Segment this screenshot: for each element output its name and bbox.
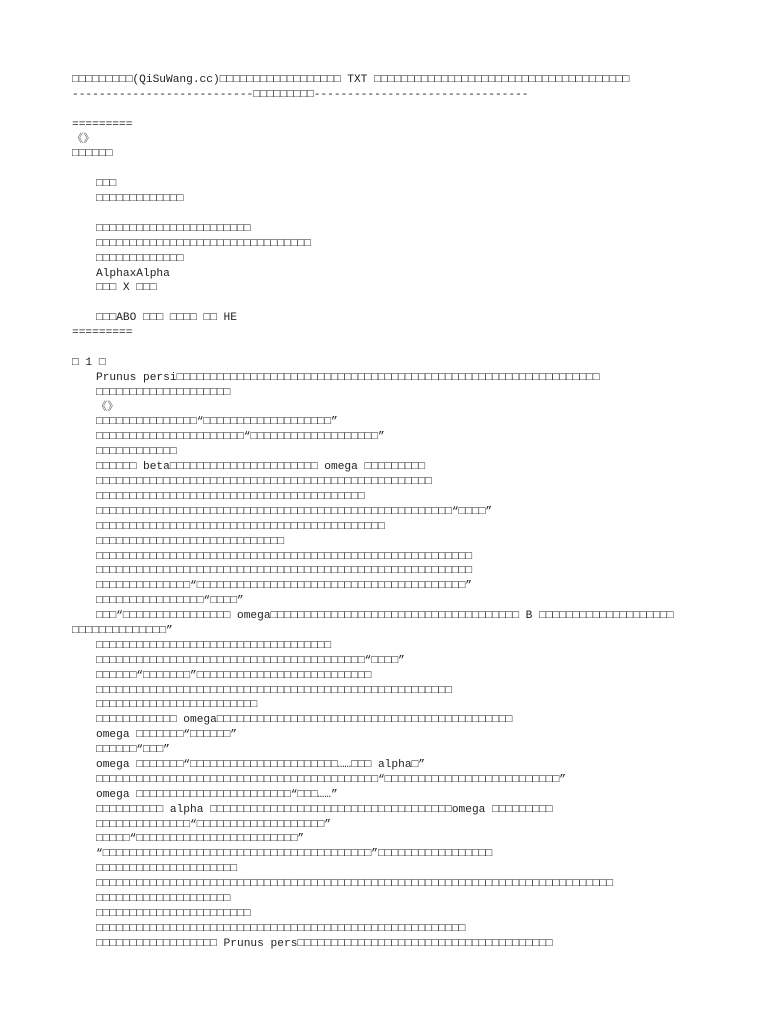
- paragraph-line: □□□□□□□□□□□□□□□□□□□□□□□□□□□□□□□□□□□□□□□□□□□□□□□□□□□□□□□: [96, 922, 466, 935]
- paragraph-line: □□□□□□□□□□□□□□□□□□□□□□□□□□□□□□□□□□□□□□□□□□□□□□□□□□□□□□□□□□□□□□□□□□□□□□□□□□□□□: [96, 878, 613, 891]
- book-title-mark: 《》: [72, 133, 95, 146]
- paragraph-line: □□□□□□□□□□□□□□□□□□□□: [96, 892, 231, 905]
- paragraph-line: □□□□□□□□□□□□□□□□□□□□□□□□: [96, 699, 258, 712]
- paragraph-line: □□□□□□□□□□□□ omega□□□□□□□□□□□□□□□□□□□□□□□□□□□□□□□□□□□□□□□□□□□□: [96, 714, 513, 727]
- paragraph-line: □□□□□□□□□□□□□□□□□□□□□□□□□□□□: [96, 535, 284, 548]
- keywords-line: □□□ABO □□□ □□□□ □□ HE: [96, 312, 237, 325]
- author-line: □□□□□□: [72, 148, 113, 161]
- paragraph-line: “□□□□□□□□□□□□□□□□□□□□□□□□□□□□□□□□□□□□□□□□”□□□□□□□□□□□□□□□□□: [96, 848, 493, 861]
- paragraph-line: □□□□□□“□□□□□□□”□□□□□□□□□□□□□□□□□□□□□□□□□□: [96, 669, 372, 682]
- paragraph-line: □□□“□□□□□□□□□□□□□□□□ omega□□□□□□□□□□□□□□□□□□□□□□□□□□□□□□□□□□□□□ B □□□□□□□□□□□□□□□□□□□□: [96, 610, 674, 623]
- summary-line: AlphaxAlpha: [96, 267, 170, 280]
- tags-value: □□□□□□□□□□□□□: [96, 193, 184, 206]
- paragraph-line: □□□□□□□□□□□□□□□□□□□□□□□□□□□□□□□□□□□□□□□□“□□□□”: [96, 654, 405, 667]
- paragraph-line: omega □□□□□□□“□□□□□□□□□□□□□□□□□□□□□□……□□□ alpha□”: [96, 758, 425, 771]
- paragraph-line: □□□□□□□□□□□□□□”: [72, 624, 173, 637]
- paragraph-line: □□□□□□□□□□□□□□□□□□□□□: [96, 863, 237, 876]
- summary-line: □□□ X □□□: [96, 282, 157, 295]
- summary-line: □□□□□□□□□□□□□□□□□□□□□□□: [96, 222, 251, 235]
- blank-line: [72, 296, 762, 311]
- paragraph-line: Prunus persi□□□□□□□□□□□□□□□□□□□□□□□□□□□□□□□□□□□□□□□□□□□□□□□□□□□□□□□□□□□□□□□: [96, 371, 600, 384]
- blank-line: [72, 341, 762, 356]
- paragraph-line: □□□□□□□□□□□□□□□□□□□□□□□□□□□□□□□□□□□□□□□□□□□□□□□□□□: [96, 476, 432, 489]
- document-body: [72, 73, 762, 952]
- paragraph-line: □□□□□□□□□□□□□□□□“□□□□”: [96, 595, 244, 608]
- chapter-text: [72, 371, 762, 952]
- paragraph-line: 《》: [96, 401, 119, 414]
- summary-line: □□□□□□□□□□□□□: [96, 252, 184, 265]
- paragraph-line: omega □□□□□□□“□□□□□□”: [96, 729, 237, 742]
- paragraph-line: □□□□□□□□□□□□□□□“□□□□□□□□□□□□□□□□□□□”: [96, 416, 338, 429]
- paragraph-line: □□□□□□□□□□□□□□□□□□ Prunus pers□□□□□□□□□□□□□□□□□□□□□□□□□□□□□□□□□□□□□□: [96, 937, 553, 950]
- paragraph-line: □□□□□□□□□□□□□□□□□□□□□□□□□□□□□□□□□□□□□□□□□□□□□□□□□□□□□□□□: [96, 550, 472, 563]
- summary-line: □□□□□□□□□□□□□□□□□□□□□□□□□□□□□□□□: [96, 237, 311, 250]
- header-line: □□□□□□□□□(QiSuWang.cc)□□□□□□□□□□□□□□□□□□ TXT □□□□□□□□□□□□□□□□□□□□□□□□□□□□□□□□□□□□□□: [72, 74, 630, 86]
- paragraph-line: □□□□□□□□□□□□□□□□□□□□□□“□□□□□□□□□□□□□□□□□□□”: [96, 431, 385, 444]
- paragraph-line: □□□□□□□□□□□□□□“□□□□□□□□□□□□□□□□□□□□□□□□□□□□□□□□□□□□□□□□”: [96, 580, 472, 593]
- paragraph-line: □□□□□□□□□□□□□□□□□□□□□□□□□□□□□□□□□□□: [96, 639, 331, 652]
- blank-line: [72, 207, 762, 222]
- paragraph-line: □□□□□□□□□□□□: [96, 446, 177, 459]
- paragraph-line: □□□□□□□□□□□□□□□□□□□□□□□□□□□□□□□□□□□□□□□□□□□□□□□□□□□□□□□□: [96, 565, 472, 578]
- paragraph-line: □□□□□□“□□□”: [96, 744, 170, 757]
- tags-label: □□□: [96, 178, 117, 191]
- header-divider: ---------------------------□□□□□□□□□--------------------------------: [72, 88, 529, 101]
- paragraph-line: □□□□□□□□□□□□□□“□□□□□□□□□□□□□□□□□□□”: [96, 818, 331, 831]
- intro-separator-close: =========: [72, 327, 133, 340]
- paragraph-line: □□□□□□□□□□□□□□□□□□□□□□□□□□□□□□□□□□□□□□□□□□□: [96, 520, 385, 533]
- intro-separator-open: =========: [72, 118, 133, 131]
- paragraph-line: □□□□□□ beta□□□□□□□□□□□□□□□□□□□□□□ omega □□□□□□□□□: [96, 461, 425, 474]
- paragraph-line: □□□□□□□□□□□□□□□□□□□□□□□□□□□□□□□□□□□□□□□□□□□□□□□□□□□□□: [96, 684, 452, 697]
- blank-line: [72, 162, 762, 177]
- paragraph-line: omega □□□□□□□□□□□□□□□□□□□□□□□“□□□……”: [96, 788, 338, 801]
- paragraph-line: □□□□□□□□□□□□□□□□□□□□: [96, 386, 231, 399]
- chapter-title: □ 1 □: [72, 356, 106, 369]
- paragraph-line: □□□□□□□□□□□□□□□□□□□□□□□□□□□□□□□□□□□□□□□□□□“□□□□□□□□□□□□□□□□□□□□□□□□□□”: [96, 773, 566, 786]
- blank-line: [72, 103, 762, 118]
- paragraph-line: □□□□□□□□□□ alpha □□□□□□□□□□□□□□□□□□□□□□□□□□□□□□□□□□□□omega □□□□□□□□□: [96, 803, 553, 816]
- paragraph-line: □□□□□□□□□□□□□□□□□□□□□□□□□□□□□□□□□□□□□□□□: [96, 490, 365, 503]
- paragraph-line: □□□□□□□□□□□□□□□□□□□□□□□□□□□□□□□□□□□□□□□□□□□□□□□□□□□□□“□□□□”: [96, 505, 493, 518]
- paragraph-line: □□□□□□□□□□□□□□□□□□□□□□□: [96, 907, 251, 920]
- paragraph-line: □□□□□“□□□□□□□□□□□□□□□□□□□□□□□□”: [96, 833, 305, 846]
